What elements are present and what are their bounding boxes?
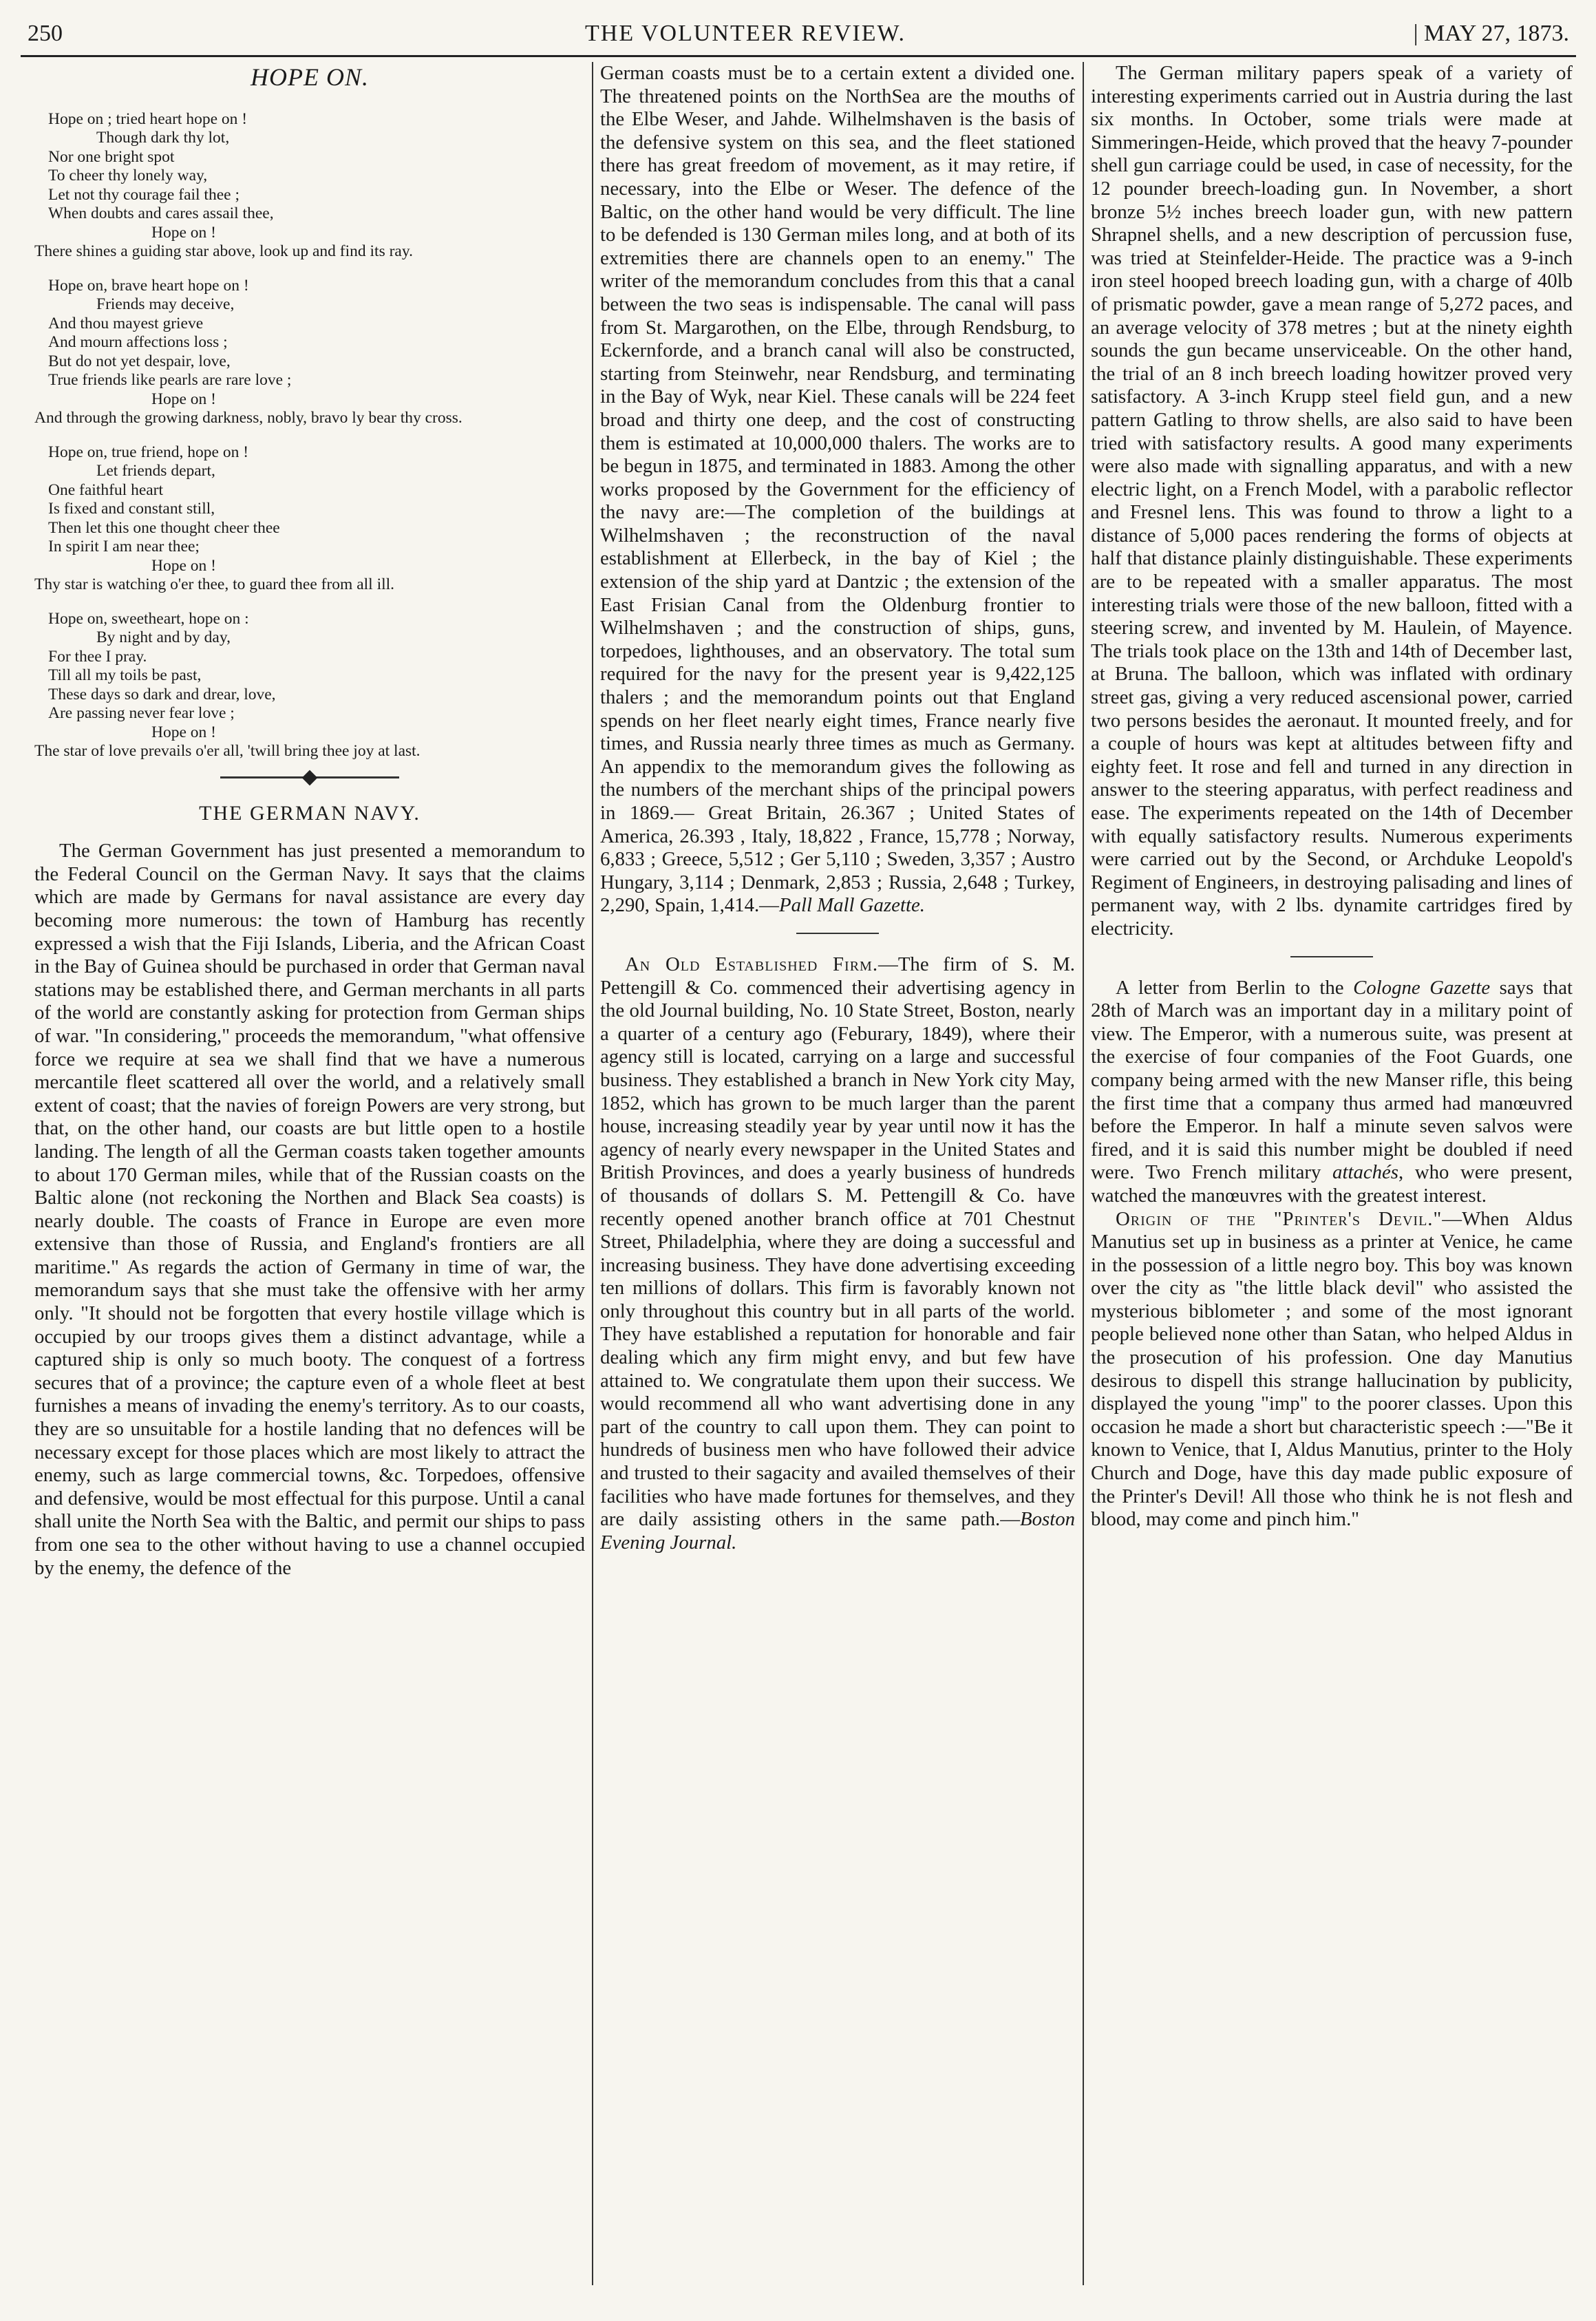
poem-line: Though dark thy lot,	[96, 129, 230, 147]
poem-line: And mourn affections loss ;	[48, 333, 228, 352]
section-divider	[796, 933, 879, 934]
poem-line: Hope on ; tried heart hope on !	[48, 109, 248, 128]
poem-line: Friends may deceive,	[96, 295, 235, 314]
poem-line: Hope on !	[151, 390, 216, 408]
poem-line: Hope on, sweetheart, hope on :	[48, 609, 249, 628]
section-divider	[220, 776, 399, 778]
column-1	[34, 62, 585, 2299]
article-text: —When Aldus Manutius set up in business as a printer at Venice, he came in the possession of a little negro boy. This boy was known over the city as "the little black devil" who assisted the mysterious biblometer ; and some of the most ignorant people believed none other than Satan, who helped Aldus in the prosecution of his profession. One day Manutius desirous to dispell this strange hallucination by publicity, displayed the young "imp" to the poorer classes. Upon this occasion he made a short but characteristic speech :—"Be it known to Venice, that I, Aldus Manutius, printer to the Holy Church and Doge, have this day made public exposure of the Printer's Devil! All those who think he is not flesh and blood, may come and pinch him."	[1091, 1207, 1573, 1531]
poem-line: These days so dark and drear, love,	[48, 685, 276, 703]
source-citation: Pall Mall Gazette.	[778, 894, 925, 917]
page-number: 250	[28, 21, 63, 46]
poem-line: Is fixed and constant still,	[48, 500, 215, 518]
poem-line: And thou mayest grieve	[48, 314, 204, 332]
poem-line: Hope on !	[151, 723, 216, 741]
poem-line: Let friends depart,	[96, 462, 215, 480]
article-paragraph: The German Government has just presented a memorandum to the Federal Council on the German Navy. It says that the claims which are made by Germans for naval assistance are every day becoming more numerous: the town of Hamburg has recently expressed a wish that the Fiji Islands, Liberia, and the African Coast in the Bay of Guinea should be purchased in order that German naval stations may be established there, and German merchants in all parts of the world are constantly asking for protection from German ships of war. "In considering," proceeds the memorandum, "what offensive force we require at sea we shall find that we have a numerous mercantile fleet scattered all over the world, and a relatively small extent of coast; that the navies of foreign Powers are very strong, but that, on the other hand, our coasts are but little open to a hostile landing. The length of all the German coasts taken together amounts to about 170 German miles, while that of the Russian coasts on the Baltic alone (not reckoning the Northen and Black Sea coasts) is nearly double. The coasts of France in Europe are even more extensive than those of Russia, and England's frontiers are all maritime." As regards the action of Germany in time of war, the memorandum says that she must take the offensive with her army only. "It should not be forgotten that every hostile village which is occupied by our troops gives them a distinct advantage, while a captured ship is only so much booty. The conquest of a fortress secures that of a province; the capture even of a whole fleet at best furnishes a means of invading the enemy's territory. As to our coasts, they are so unsuitable for a hostile landing that no defences will be necessary except for those places which are most likely to attract the enemy, such as large commercial towns, &c. Torpedoes, offensive and defensive, would be most effectual for this purpose. Until a canal shall unite the North Sea with the Baltic, and permit our ships to pass from one sea to the other without having to use a channel occupied by the enemy, the defence of the	[34, 840, 585, 1579]
column-2	[600, 62, 1075, 2299]
poem-line: True friends like pearls are rare love ;	[48, 371, 292, 390]
poem-line: Hope on, brave heart hope on !	[48, 276, 249, 295]
article-paragraph	[600, 62, 1075, 918]
article-text: says that 28th of March was an important day in a military point of view. The Emperor, with a numerous suite, was present at the exercise of four companies of the Foot Guards, one company being armed with the new Manser rifle, this being the first time that a company thus armed had manœuvred before the Emperor. In half a minute seven salvos were fired, and it is said this number might be doubled if need were. Two French military	[1091, 976, 1573, 1184]
poem-line: Nor one bright spot	[48, 147, 175, 166]
poem-line: And through the growing darkness, nobly, bravo ly bear thy cross.	[34, 409, 462, 427]
page-header	[21, 12, 1576, 54]
poem-line: To cheer thy lonely way,	[48, 167, 208, 185]
poem-line: Are passing never fear love ;	[48, 704, 235, 723]
article-paragraph	[1091, 1208, 1573, 1532]
poem-stanza	[34, 610, 585, 761]
poem-stanza	[34, 277, 585, 428]
poem-line: Thy star is watching o'er thee, to guard thee from all ill.	[34, 575, 395, 594]
poem-line: Hope on, true friend, hope on !	[48, 443, 249, 461]
poem-line: One faithful heart	[48, 480, 164, 499]
article-paragraph	[600, 953, 1075, 1554]
source-citation: Boston Evening Journal.	[600, 1508, 1075, 1554]
poem-line: By night and by day,	[96, 628, 231, 647]
article-text: German coasts must be to a certain extent a divided one. The threatened points on the NorthSea are the mouths of the Elbe Weser, and Jahde. Wilhelmshaven is the basis of the defensive system on this sea, and the fleet stationed there has great freedom of movement, as it may retire, if necessary, into the Elbe or Weser. The defence of the Baltic, on the other hand would be very difficult. The line to be defended is 130 German miles long, and at both of its extremities there are channels open to an enemy." The writer of the memorandum concludes from this that a canal between the two seas is indispensable. The canal will pass from St. Margarothen, on the Elbe, through Rendsburg, to Eckernforde, and a branch canal will also be constructed, starting from Steinwehr, near Rendsburg, and terminating in the Bay of Wyk, near Kiel. These canals will be 224 feet broad and thirty one deep, and the cost of constructing them is estimated at 10,000,000 thalers. The works are to be begun in 1875, and terminated in 1883. Among the other works proposed by the Government for the efficiency of the navy are:—The completion of the buildings at Wilhelmshaven ; the reconstruction of the naval establishment at Ellerbeck, in the bay of Kiel ; the extension of the ship yard at Dantzic ; the extension of the East Frisian Canal from the Oldenburg frontier to Wilhelmshaven ; and the construction of ships, guns, torpedoes, lighthouses, and an observatory. The total sum required for the navy for the present year is 9,422,125 thalers ; and the memorandum points out that England spends on her fleet nearly eight times, France nearly five times, and Russia nearly three times as much as Germany. An appendix to the memorandum gives the following as the numbers of the merchant ships of the principal powers in 1869.— Great Britain, 26.367 ; United States of America, 26.393 , Italy, 18,822 , France, 15,778 ; Norway, 6,833 ; Greece, 5,512 ; Ger 5,110 ; Sweden, 3,357 ; Austro Hungary, 3,114 ; Denmark, 2,853 ; Russia, 2,648 ; Turkey, 2,290, Spain, 1,414.—	[600, 62, 1075, 917]
article-paragraph: The German military papers speak of a variety of interesting experiments carried out in Austria during the last six months. In October, some trials were made at Simmeringen-Heide, which proved that the heavy 7-pounder shell gun carriage could be used, in case of necessity, for the 12 pounder breech-loading gun. In November, a short bronze 5½ inches breech loader gun, with new pattern Shrapnel shells, and a new description of percussion fuse, was tried at Steinfelder-Heide. The practice was a 9-inch iron steel hooped breech loading gun, with a charge of 40lb of prismatic powder, gave a mean range of 5,272 paces, and an average velocity of 378 metres ; but at the ninety eighth sounds the gun became unserviceable. On the other hand, the trial of an 8 inch breech loading howitzer proved very satisfactory. A 3-inch Krupp steel field gun, and a new pattern Gatling to throw shells, are also said to have been tried with satisfactory results. A good many experiments were also made with signalling apparatus, and with a new electric light, on a French Model, with a parabolic reflector and Fresnel lens. This was found to throw a light to a distance of 5,000 paces rendering the forms of objects at half that distance plainly distinguishable. These experiments are to be repeated with a smaller apparatus. The most interesting trials were those of the new balloon, fitted with a steering screw, and invented by M. Haulein, of Mayence. The trials took place on the 13th and 14th of December last, at Bruna. The balloon, which was inflated with ordinary street gas, giving a very reduced ascensional power, carried two persons besides the aeronaut. It mounted freely, and for a couple of hours was kept at altitudes between fifty and eighty feet. It rose and fell and turned in any direction in answer to the steering apparatus, with perfect readiness and ease. The experiments repeated on the 14th of December with equally satisfactory results. Numerous experiments were carried out by the Second, or Archduke Leopold's Regiment of Engineers, in destroying palisading and lines of permanent way, with 2 lbs. dynamite cartridges fired by electricity.	[1091, 62, 1573, 940]
article-title: THE GERMAN NAVY.	[199, 801, 421, 825]
poem-line: Hope on !	[151, 556, 216, 575]
article-text: , who were present, watched the manœuvres with the greatest interest.	[1091, 1161, 1573, 1207]
poem-stanza	[34, 110, 585, 262]
article-text: —The firm of S. M. Pettengill & Co. commenced their advertising agency in the old Journal building, No. 10 State Street, Boston, nearly a quarter of a century ago (Feburary, 1849), where their agency still is located, carrying on a large and successful business. They established a branch in New York city May, 1852, which has grown to be much larger than the parent house, increasing steadily year by year until now it has the agency of nearly every newspaper in the United States and British Provinces, and does a yearly business of hundreds of thousands of dollars S. M. Pettengill & Co. have recently opened another branch office at 701 Chestnut Street, Philadelphia, where they are doing a successful and increasing business. They have done advertising exceeding ten millions of dollars. This firm is favorably known not only throughout this country but in all parts of the world. They have established a reputation for honorable and fair dealing which any firm might envy, and but few have attained to. We congratulate them upon their success. We would recommend all who want advertising done in any part of the country to call upon them. They can point to hundreds of business men who have followed their advice and trusted to their sagacity and availed themselves of their facilities who have made fortunes for themselves, and they are daily assisting others in the same path.—	[600, 953, 1075, 1531]
italic-term: attachés	[1332, 1161, 1399, 1184]
poem-line: Then let this one thought cheer thee	[48, 518, 280, 537]
masthead-title: THE VOLUNTEER REVIEW.	[585, 21, 906, 46]
poem-line: When doubts and cares assail thee,	[48, 204, 274, 223]
poem-line: Hope on !	[151, 223, 216, 242]
article-lead: Origin of the "Printer's Devil."	[1116, 1207, 1443, 1230]
poem-line: Let not thy courage fail thee ;	[48, 185, 240, 204]
poem-line: For thee I pray.	[48, 647, 147, 666]
newspaper-name: Cologne Gazette	[1353, 976, 1491, 999]
poem-line: In spirit I am near thee;	[48, 538, 200, 556]
article-lead: An Old Established Firm.	[625, 953, 879, 975]
article-paragraph	[1091, 977, 1573, 1208]
column-divider	[592, 62, 593, 2285]
poem-line: But do not yet despair, love,	[48, 352, 231, 370]
section-divider	[1290, 956, 1373, 957]
poem-line: There shines a guiding star above, look up and find its ray.	[34, 242, 413, 261]
issue-date: | MAY 27, 1873.	[1413, 21, 1569, 46]
poem-line: Till all my toils be past,	[48, 666, 202, 685]
poem-line: The star of love prevails o'er all, 'twill bring thee joy at last.	[34, 742, 421, 761]
poem-title: HOPE ON.	[251, 63, 369, 91]
column-divider	[1083, 62, 1084, 2285]
poem-stanza	[34, 443, 585, 595]
column-3	[1091, 62, 1573, 2299]
header-rule	[21, 55, 1576, 57]
article-text: A letter from Berlin to the	[1116, 976, 1354, 999]
